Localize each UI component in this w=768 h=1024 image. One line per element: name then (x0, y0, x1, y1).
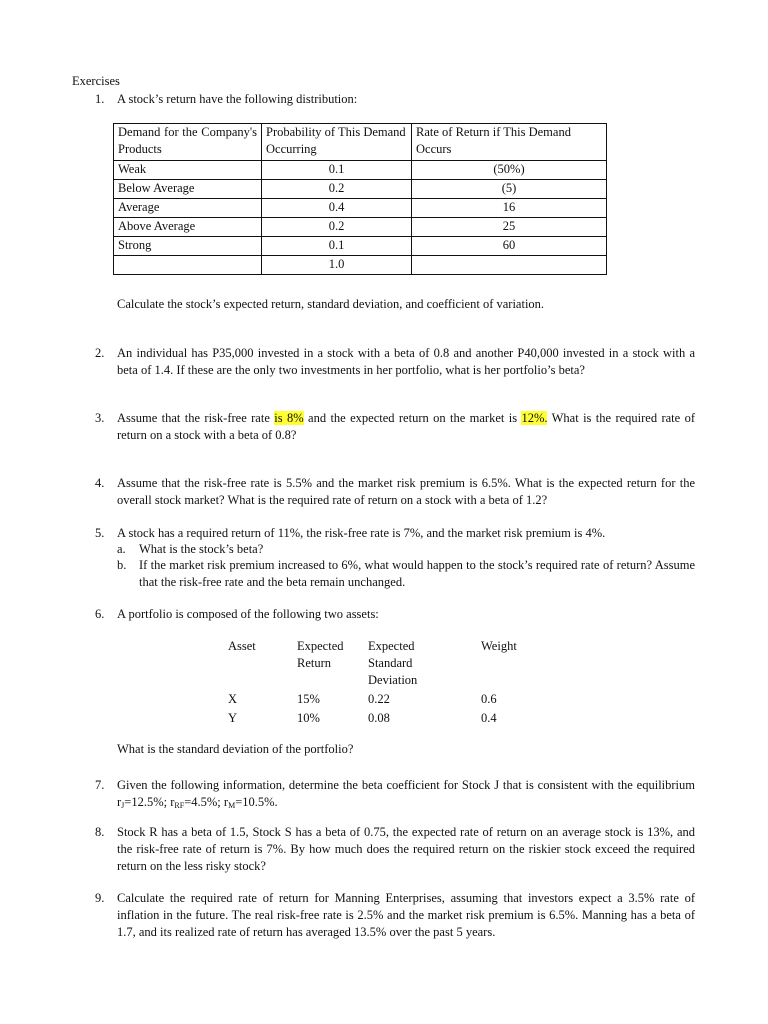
table-cell (114, 256, 262, 275)
table-cell: 0.2 (262, 218, 412, 237)
table-cell: 0.4 (262, 199, 412, 218)
text-segment: and the expected return on the market is (303, 411, 522, 425)
text-segment: =12.5%; (124, 795, 171, 809)
question-text: A portfolio is composed of the following two assets: (117, 607, 379, 621)
question-number: 8. (95, 825, 105, 839)
asset-weight: 0.4 (481, 711, 497, 725)
question-3 (95, 410, 695, 444)
question-text: A stock’s return have the following distribution: (117, 92, 358, 106)
table-total-row (114, 256, 607, 275)
table-cell: 0.2 (262, 180, 412, 199)
question-5a (117, 541, 695, 558)
question-text: An individual has P35,000 invested in a stock with a beta of 0.8 and another P40,000 invested in a stock with a beta of 1.4. If these are the only two investments in her portfolio, what is her portfolio’s beta? (117, 346, 695, 377)
table-cell: (5) (412, 180, 607, 199)
table-row (114, 180, 607, 199)
question-number: 4. (95, 476, 105, 490)
sub-question-label: a. (117, 542, 126, 556)
question-text: Assume that the risk-free rate is 5.5% and the market risk premium is 6.5%. What is the expected return for the overall stock market? What is the required rate of return on a stock with a beta of 1.2? (117, 476, 695, 507)
symbol: r (117, 795, 122, 809)
symbol: r (170, 795, 175, 809)
text-segment: Given the following information, determine the beta coefficient for Stock J that is consistent with the equilibrium (117, 778, 695, 792)
table-cell: Average (114, 199, 262, 218)
table-cell (412, 256, 607, 275)
text-segment: =4.5%; (184, 795, 224, 809)
text-segment: Assume that the risk-free rate (117, 411, 275, 425)
sub-question-text: What is the stock’s beta? (139, 542, 264, 556)
highlighted-text: is 8% (274, 411, 304, 425)
table-cell: Below Average (114, 180, 262, 199)
table-cell: Strong (114, 237, 262, 256)
subscript: J (121, 801, 125, 810)
return-distribution-table (113, 123, 607, 275)
table-cell: 16 (412, 199, 607, 218)
question-text (117, 777, 695, 814)
text-segment: =10.5%. (235, 795, 278, 809)
asset-return: 15% (297, 692, 320, 706)
asset-return: 10% (297, 711, 320, 725)
table-cell: (50%) (412, 161, 607, 180)
question-number: 5. (95, 526, 105, 540)
question-number: 3. (95, 411, 105, 425)
subscript: RF (174, 801, 185, 810)
text-segment: What is the required rate of return on a stock with a beta of 0.8? (117, 411, 695, 442)
probability-total: 1.0 (262, 256, 412, 275)
question-number: 2. (95, 346, 105, 360)
question-text: A stock has a required return of 11%, the risk-free rate is 7%, and the market risk premium is 4%. (117, 526, 606, 540)
col-header-expected-sd: Expected Standard Deviation (368, 639, 418, 687)
table-cell: Above Average (114, 218, 262, 237)
col-header-expected-return: Expected Return (297, 639, 344, 670)
col-header-weight: Weight (481, 639, 517, 653)
asset-name: Y (228, 711, 238, 725)
table-cell: 0.1 (262, 237, 412, 256)
question-4 (95, 475, 695, 509)
table-cell: 25 (412, 218, 607, 237)
question-text: Stock R has a beta of 1.5, Stock S has a beta of 0.75, the expected rate of return on an average stock is 13%, and the risk-free rate of return is 7%. By how much does the required return on the riskier stock exceed the required return on the less risky stock? (117, 825, 695, 873)
question-text (117, 410, 695, 444)
question-1 (95, 91, 695, 108)
table-header-row (114, 124, 607, 161)
question-9 (95, 890, 695, 941)
question-number: 6. (95, 607, 105, 621)
asset-table (228, 638, 548, 730)
asset-sd: 0.22 (368, 692, 390, 706)
header-probability: Probability of This Demand Occurring (262, 124, 412, 161)
header-demand: Demand for the Company's Products (114, 124, 262, 161)
page-heading: Exercises (72, 74, 120, 88)
question-8 (95, 824, 695, 875)
question-number: 7. (95, 778, 105, 792)
table-row (114, 237, 607, 256)
question-7 (95, 777, 695, 814)
question-6 (95, 606, 695, 623)
question-number: 1. (95, 92, 105, 106)
sub-question-label: b. (117, 558, 127, 572)
sub-question-text: If the market risk premium increased to 6%, what would happen to the stock’s required rate of return? Assume that the risk-free rate and the beta remain unchanged. (139, 558, 695, 589)
highlighted-text: 12%. (521, 411, 548, 425)
asset-name: X (228, 692, 238, 706)
question-6-instruction: What is the standard deviation of the portfolio? (117, 742, 354, 756)
table-cell: Weak (114, 161, 262, 180)
header-rate-of-return: Rate of Return if This Demand Occurs (412, 124, 607, 161)
question-number: 9. (95, 891, 105, 905)
question-1-instruction: Calculate the stock’s expected return, standard deviation, and coefficient of variation. (117, 297, 545, 311)
asset-weight: 0.6 (481, 692, 497, 706)
question-2 (95, 345, 695, 379)
question-text: Calculate the required rate of return for Manning Enterprises, assuming that investors expect a 3.5% rate of inflation in the future. The real risk-free rate is 2.5% and the market risk premium is 6.5%. Manning has a beta of 1.7, and its realized rate of return has averaged 13.5% over the past 5 years. (117, 891, 695, 939)
subscript: M (228, 801, 236, 810)
question-5 (95, 525, 695, 542)
question-5b (117, 557, 695, 591)
table-cell: 0.1 (262, 161, 412, 180)
table-row (114, 218, 607, 237)
table-row (114, 161, 607, 180)
asset-sd: 0.08 (368, 711, 390, 725)
table-cell: 60 (412, 237, 607, 256)
symbol: r (223, 795, 229, 809)
table-row (114, 199, 607, 218)
col-header-asset: Asset (228, 639, 256, 653)
